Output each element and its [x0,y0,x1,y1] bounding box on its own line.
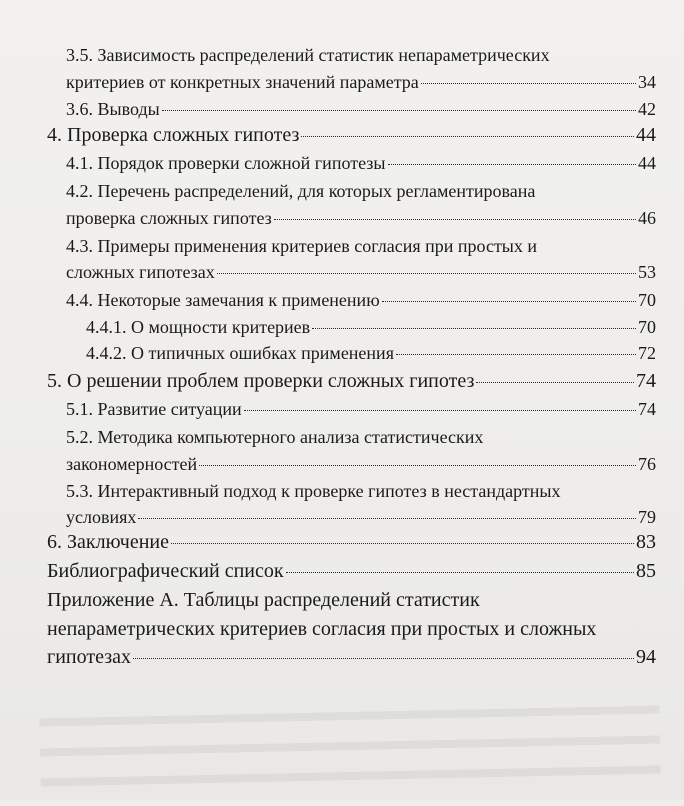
toc-page-number: 83 [636,531,656,553]
toc-text: 3.6. Выводы [66,99,160,119]
toc-line [66,181,535,202]
toc-page-number: 79 [638,507,656,527]
toc-leader [286,572,634,573]
toc-leader [199,465,636,466]
toc-text: 4.2. Перечень распределений, для которых регламентирована [66,181,536,201]
toc-page-number: 34 [638,72,656,92]
toc-leader [244,410,636,411]
toc-leader [133,658,634,659]
toc-text: критериев от конкретных значений параметра [66,72,419,92]
toc-leader [421,83,636,84]
toc-line [66,262,656,283]
bleed-through-text [39,684,661,806]
toc-text: 4.4.1. О мощности критериев [86,317,311,337]
toc-page-number: 53 [638,262,656,282]
toc-text: сложных гипотезах [66,262,215,282]
toc-text: Библиографический список [47,560,284,582]
toc-page-number: 70 [638,290,656,310]
toc-line [66,99,656,120]
toc-page-number: 44 [636,124,656,146]
toc-text: закономерностей [66,454,198,474]
toc-page-number: 74 [638,399,656,419]
toc-page-number: 70 [638,317,656,337]
toc-line [47,531,656,554]
toc-leader [138,518,636,519]
toc-text: 6. Заключение [47,531,169,553]
toc-line [47,124,656,147]
toc-line [66,481,560,502]
toc-line [66,72,656,93]
toc-leader [162,110,636,111]
toc-line [47,370,656,393]
toc-text: проверка сложных гипотез [66,208,272,228]
toc-page-number: 72 [638,343,656,363]
toc-leader [382,301,636,302]
toc-text: Приложение А. Таблицы распределений статистик [47,589,480,611]
toc-line [66,290,656,311]
toc-line [86,317,656,338]
toc-page-number: 76 [638,454,656,474]
toc-page-number: 85 [636,560,656,582]
toc-text: 5.3. Интерактивный подход к проверке гипотез в нестандартных [66,481,561,501]
toc-leader [312,328,636,329]
toc-page-number: 74 [636,370,656,392]
toc-line [47,646,656,669]
toc-line [66,454,656,475]
toc-leader [476,382,634,383]
toc-line [66,236,537,257]
toc-text: 4.1. Порядок проверки сложной гипотезы [66,153,386,173]
toc-leader [274,219,636,220]
toc-leader [217,273,636,274]
toc-page-number: 42 [638,99,656,119]
toc-line [66,208,656,229]
toc-text: 4.4.2. О типичных ошибках применения [86,343,394,363]
toc-line [47,618,596,641]
toc-page-number: 94 [636,646,656,668]
toc-leader [388,164,637,165]
toc-line [47,560,656,583]
toc-leader [171,543,634,544]
toc-text: гипотезах [47,646,131,668]
toc-line [86,343,656,364]
toc-text: 4.3. Примеры применения критериев согласия при простых и [66,236,538,256]
toc-text: 4.4. Некоторые замечания к применению [66,290,380,310]
toc-text: 4. Проверка сложных гипотез [47,124,300,146]
toc-text: 5.2. Методика компьютерного анализа статистических [66,427,484,447]
toc-line [66,45,550,66]
toc-page-number: 44 [638,153,656,173]
toc-text: 3.5. Зависимость распределений статистик непараметрических [66,45,550,65]
toc-line [66,507,656,528]
toc-text: непараметрических критериев согласия при простых и сложных [47,618,597,640]
toc-text: 5.1. Развитие ситуации [66,399,242,419]
toc-line [47,589,480,612]
toc-page-number: 46 [638,208,656,228]
toc-leader [396,354,636,355]
toc-line [66,427,483,448]
toc-line [66,153,656,174]
toc-text: условиях [66,507,137,527]
toc-text: 5. О решении проблем проверки сложных гипотез [47,370,475,392]
toc-line [66,399,656,420]
toc-leader [301,136,634,137]
